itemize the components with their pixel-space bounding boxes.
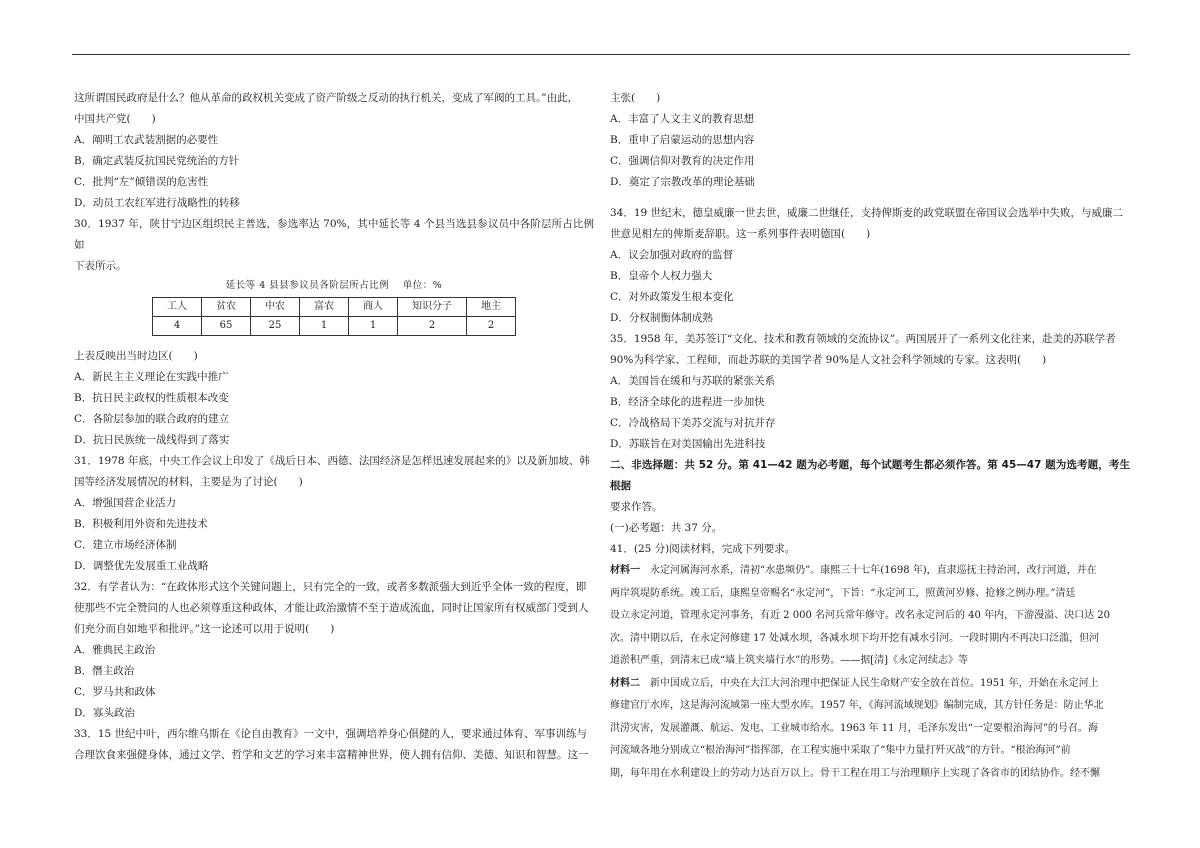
q34-stem-2: 世意见相左的俾斯麦辞职。这一系列事件表明德国( ) — [610, 228, 871, 240]
table-cell: 65 — [202, 317, 251, 336]
q32-option-d: D．寡头政治 — [74, 707, 135, 719]
left-column — [74, 88, 594, 766]
q34-option-c: C．对外政策发生根本变化 — [610, 291, 734, 303]
q33-option-d: D．奠定了宗教改革的理论基础 — [610, 176, 755, 188]
q29-option-a: A．阐明工农武装割据的必要性 — [74, 134, 219, 146]
q33-stem-2: 合理饮食来强健身体，通过文学、哲学和文艺的学习来丰富精神世界，使人拥有信仰、美德、知识和智慧。这一 — [74, 749, 589, 761]
table-cell: 1 — [349, 317, 398, 336]
q32-option-b: B．僭主政治 — [74, 665, 135, 677]
q32-stem-3: 们充分而自如地平和批评。”这一论述可以用于说明( ) — [74, 623, 335, 635]
q31-option-a: A．增强国营企业活力 — [74, 497, 177, 509]
table-header-cell: 中农 — [251, 298, 300, 317]
material-two-line: 修建官厅水库，这是海河流域第一座大型水库。1957 年，《海河流域规划》编制完成，其方针任务是：防止华北 — [610, 700, 1104, 711]
q33-option-a: A．丰富了人文主义的教育思想 — [610, 113, 755, 125]
table-header-cell: 贫农 — [202, 298, 251, 317]
spacer — [610, 193, 1130, 203]
q29-option-c: C．批判“左”倾错误的危害性 — [74, 176, 209, 188]
q35-stem-2: 90%为科学家、工程师，而赴苏联的美国学者 90%是人文社会科学领域的专家。这表明( ) — [610, 354, 1047, 366]
table-title: 延长等 4 县县参议员各阶层所占比例 单位：% — [225, 280, 443, 291]
q33-option-c: C．强调信仰对教育的决定作用 — [610, 155, 755, 167]
table-header-cell: 工人 — [153, 298, 202, 317]
q35-stem: 35．1958 年，美苏签订“文化、技术和教育领域的交流协议”。两国展开了一系列文化往来，赴美的苏联学者 — [610, 333, 1116, 345]
material-two-line: 河流域各地分别成立“根治海河”指挥部，在工程实施中采取了“集中力量打歼灭战”的方针。“根治海河”前 — [610, 745, 1071, 756]
table-cell: 25 — [251, 317, 300, 336]
q34-stem: 34．19 世纪末，德皇威廉一世去世，威廉二世继任，支持俾斯麦的政党联盟在帝国议会选举中失败，与威廉二 — [610, 207, 1124, 219]
table-cell: 1 — [300, 317, 349, 336]
q34-option-d: D．分权制衡体制成熟 — [610, 312, 713, 324]
table-header-row — [153, 298, 516, 317]
material-one-line: 永定河属海河水系，清初“水患频仍”。康熙三十七年(1698 年)，直隶巡抚主持治河，改行河道，并在 — [640, 565, 1097, 576]
table-header-cell: 知识分子 — [398, 298, 467, 317]
material-two-line: 洪涝灾害，发展灌溉、航运、发电、工业城市给水。1963 年 11 月，毛泽东发出“一定要根治海河”的号召。海 — [610, 722, 1098, 734]
material-two — [610, 673, 1130, 786]
q34-option-b: B．皇帝个人权力强大 — [610, 270, 713, 282]
q32-option-a: A．雅典民主政治 — [74, 644, 156, 656]
q31-option-c: C．建立市场经济体制 — [74, 539, 177, 551]
q29-option-b: B．确定武装反抗国民党统治的方针 — [74, 155, 240, 167]
material-one-line: 次。清中期以后，在永定河修建 17 处减水坝，各减水坝下均开挖有减水引河。一段时期内不再决口泛滥，但河 — [610, 632, 1100, 644]
q32-stem-2: 使那些不完全赞同的人也必须尊重这种政体，才能让政治激情不至于造成流血，同时让国家所有权威部门受到人 — [74, 602, 589, 614]
q29-question: 中国共产党( ) — [74, 113, 156, 125]
q30-question: 上表反映出当时边区( ) — [74, 350, 198, 362]
q41-stem: 41．(25 分)阅读材料，完成下列要求。 — [610, 543, 796, 555]
q30-option-c: C．各阶层参加的联合政府的建立 — [74, 413, 230, 425]
material-two-label: 材料二 — [610, 677, 640, 689]
section-two-heading-2: 要求作答。 — [610, 501, 663, 513]
q33-option-b: B．重申了启蒙运动的思想内容 — [610, 134, 755, 146]
table-cell: 2 — [467, 317, 516, 336]
material-one-label: 材料一 — [610, 565, 640, 576]
q31-stem-2: 国等经济发展情况的材料，主要是为了讨论( ) — [74, 476, 303, 488]
material-one-line: 道淤积严重，到清末已成“墙上筑夹墙行水”的形势。——据[清]《永定河续志》等 — [610, 655, 969, 666]
q31-option-b: B．积极利用外资和先进技术 — [74, 518, 208, 530]
q32-option-c: C．罗马共和政体 — [74, 686, 156, 698]
material-one — [610, 560, 1130, 673]
q31-option-d: D．调整优先发展重工业战略 — [74, 560, 209, 572]
table-cell: 2 — [398, 317, 467, 336]
table-header-cell: 商人 — [349, 298, 398, 317]
q30-option-a: A．新民主主义理论在实践中推广 — [74, 371, 229, 383]
q29-option-d: D．动员工农红军进行战略性的转移 — [74, 197, 240, 209]
representation-table — [152, 297, 516, 336]
table-value-row — [153, 317, 516, 336]
q30-stem: 30．1937 年，陕甘宁边区组织民主普选，参选率达 70%，其中延长等 4 个县当选县参议员中各阶层所占比例如 — [74, 218, 594, 251]
required-questions-heading: (一)必考题：共 37 分。 — [610, 522, 723, 534]
material-one-line: 设立永定河道，管理永定河事务，有近 2 000 名河兵常年修守。改名永定河后的 40 年内，下游漫溢、决口达 20 — [610, 610, 1110, 621]
material-one-line: 两岸筑堤防系统。竣工后，康熙皇帝赐名“永定河”，下旨：“永定河工，照黄河岁修、抢修之例办理。”清廷 — [610, 587, 1076, 599]
q29-continuation: 这所谓国民政府是什么？他从革命的政权机关变成了资产阶级之反动的执行机关，变成了军阀的工具。”由此， — [74, 92, 579, 104]
q35-option-a: A．美国旨在缓和与苏联的紧张关系 — [610, 375, 776, 387]
q34-option-a: A．议会加强对政府的监督 — [610, 249, 734, 261]
q35-option-c: C．冷战格局下美苏交流与对抗并存 — [610, 417, 776, 429]
q33-stem: 33．15 世纪中叶，西尔维乌斯在《论自由教育》一文中，强调培养身心俱健的人，要求通过体育、军事训练与 — [74, 728, 588, 740]
header-rule — [72, 54, 1130, 55]
material-two-line: 新中国成立后，中央在大江大河治理中把保证人民生命财产安全放在首位。1951 年，开始在永定河上 — [640, 677, 1099, 689]
q33-question: 主张( ) — [610, 92, 661, 104]
table-header-cell: 地主 — [467, 298, 516, 317]
q30-option-d: D．抗日民族统一战线得到了落实 — [74, 434, 230, 446]
q31-stem: 31．1978 年底，中央工作会议上印发了《战后日本、西德、法国经济是怎样迅速发展起来的》以及新加坡、韩 — [74, 455, 590, 467]
q30-option-b: B．抗日民主政权的性质根本改变 — [74, 392, 229, 404]
section-two-heading: 二、非选择题：共 52 分。第 41—42 题为必考题，每个试题考生都必须作答。第 45—47 题为选考题，考生根据 — [610, 459, 1130, 492]
q35-option-b: B．经济全球化的进程进一步加快 — [610, 396, 765, 408]
q32-stem: 32．有学者认为：“在政体形式这个关键问题上，只有完全的一致，或者多数派强大到近乎全体一致的程度，即 — [74, 581, 587, 593]
q35-option-d: D．苏联旨在对美国输出先进科技 — [610, 438, 766, 450]
q30-stem-2: 下表所示。 — [74, 260, 127, 272]
table-header-cell: 富农 — [300, 298, 349, 317]
table-cell: 4 — [153, 317, 202, 336]
right-column — [610, 88, 1130, 785]
material-two-line: 期，每年用在水利建设上的劳动力达百万以上。骨干工程在用工与治理顺序上实现了各省市的团结协作。经不懈 — [610, 767, 1100, 779]
